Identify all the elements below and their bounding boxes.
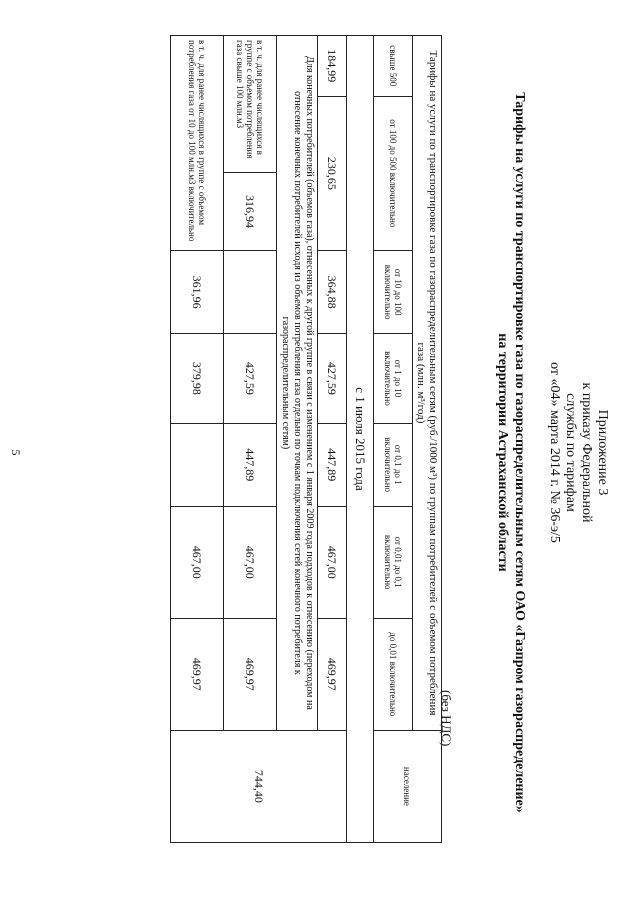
appendix-header [546, 0, 610, 905]
table-cell: 469,97 [318, 618, 347, 730]
column-header: от 100 до 500 включительно [374, 96, 413, 251]
table-cell: 467,00 [171, 506, 224, 618]
table-main-header: Тарифы на услуги по транспортировке газа по газораспределительным сетям (руб./1000 м³) по группам потребителей с объемом потребления газа (млн. м³/год) [413, 36, 442, 731]
table-cell: 316,94 [224, 172, 277, 250]
appendix-line-2: к приказу Федеральной [579, 382, 594, 523]
page-number: 5 [9, 449, 23, 456]
table-row [318, 36, 347, 843]
table-cell [224, 251, 277, 334]
column-header: от 0,1 до 1 включительно [374, 423, 413, 506]
appendix-line-4: от «04» марта 2014 г. № 36-э/5 [547, 362, 562, 543]
table-cell: 467,00 [318, 506, 347, 618]
table-cell: 427,59 [224, 334, 277, 424]
subgroup-label: в т. ч. для ранее числящихся в группе с объемом потребления газа от 10 до 100 млн.м3 включительно [171, 36, 224, 251]
appendix-line-1: Приложение 3 [595, 409, 610, 496]
regroup-note: Для конечных потребителей (объемов газа), отнесенных к другой группе в связи с изменением с 1 января 2009 года подходов к отнесению (переходом на отнесение конечных потребителей исходя из объемов потребления газа отдельно по точкам подключения сетей конечного потребителя к газораспределительным сетям) [277, 36, 318, 731]
column-header: свыше 500 [374, 36, 413, 97]
table-cell: 379,98 [171, 334, 224, 424]
document-title [494, 0, 528, 905]
population-tariff: 744,40 [171, 730, 347, 842]
table-cell: 469,97 [224, 618, 277, 730]
column-header: от 0,01 до 0,1 включительно [374, 506, 413, 618]
subgroup-label: в т. ч. для ранее числящихся в группе с объемом потребления газа свыше 100 млн.м3 [224, 36, 277, 173]
table-cell: 447,89 [224, 423, 277, 506]
title-line-1: Тарифы на услуги по транспортировке газа по газораспределительным сетям ОАО «Газпром газораспределение» [512, 92, 527, 813]
column-header: до 0,01 включительно [374, 618, 413, 730]
table-cell: 447,89 [318, 423, 347, 506]
column-header: от 10 до 100 включительно [374, 251, 413, 334]
column-header: от 1 до 10 включительно [374, 334, 413, 424]
table-cell: 364,88 [318, 251, 347, 334]
table-row [171, 36, 224, 843]
vat-note: (без НДС) [439, 690, 454, 747]
table-cell [171, 423, 224, 506]
table-cell: 230,65 [318, 96, 347, 251]
table-cell: 184,99 [318, 36, 347, 97]
table-cell: 361,96 [171, 251, 224, 334]
table-cell: 467,00 [224, 506, 277, 618]
appendix-line-3: службы по тарифам [563, 393, 578, 512]
table-row [224, 36, 277, 843]
table-cell: 469,97 [171, 618, 224, 730]
table-cell: 427,59 [318, 334, 347, 424]
tariff-table [170, 35, 442, 843]
column-header-population: население [374, 730, 442, 842]
period-label: с 1 июля 2015 года [347, 36, 374, 843]
title-line-2: на территории Астраханской области [495, 333, 510, 572]
